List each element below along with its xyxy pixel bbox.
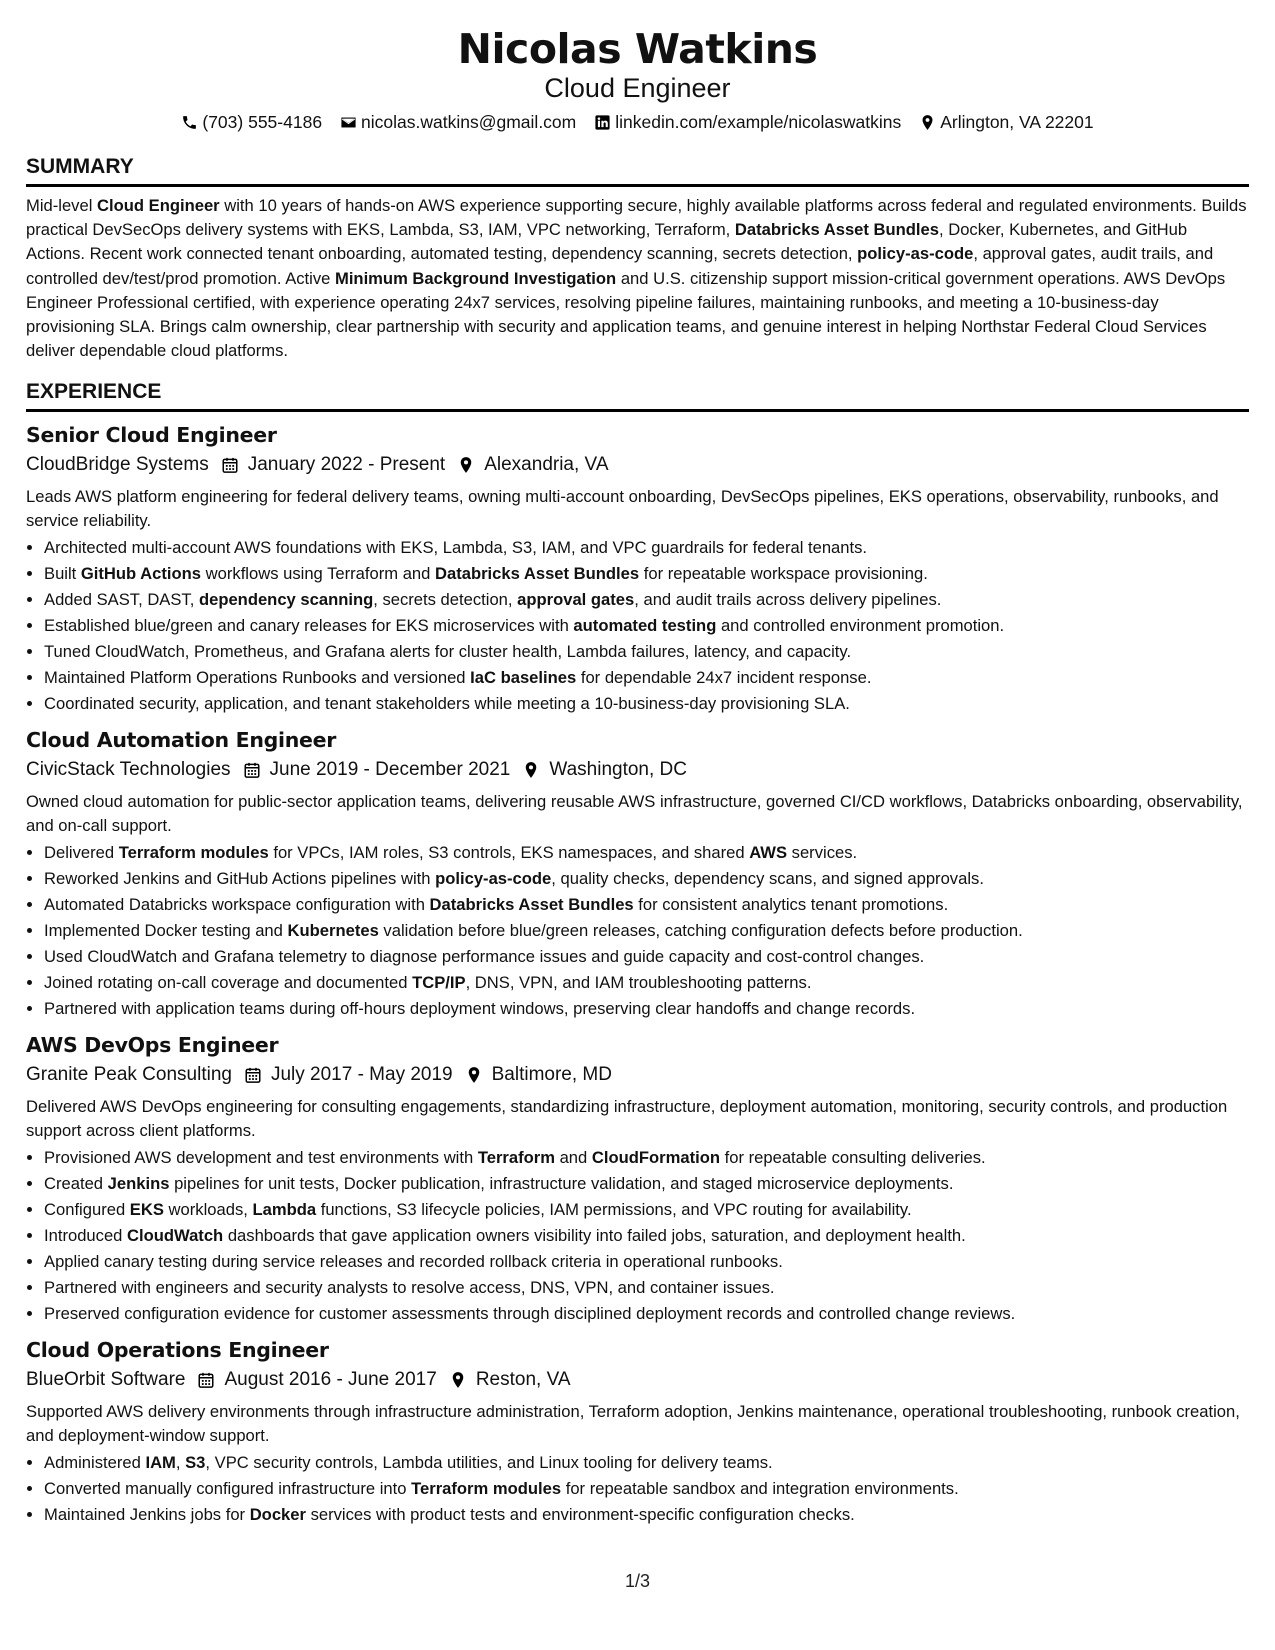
text-run: Configured (44, 1200, 130, 1220)
job-entry (26, 1030, 1249, 1327)
location-text: Arlington, VA 22201 (940, 112, 1094, 132)
bold-keyword: Databricks Asset Bundles (435, 564, 640, 584)
text-run: Established blue/green and canary releases for EKS microservices with (44, 616, 574, 636)
list-item (44, 587, 1249, 613)
candidate-role: Cloud Engineer (544, 73, 731, 103)
text-run: workflows using Terraform and (201, 564, 435, 584)
job-bullets (26, 840, 1249, 1022)
text-run: , VPC security controls, Lambda utilities, and Linux tooling for delivery teams. (205, 1453, 773, 1473)
linkedin-link[interactable]: linkedin.com/example/nicolaswatkins (615, 112, 902, 132)
location-icon-wrap (457, 456, 475, 474)
bold-keyword: Kubernetes (287, 921, 379, 941)
job-bullets (26, 1145, 1249, 1327)
text-run: Implemented Docker testing and (44, 921, 288, 941)
bold-keyword: Databricks Asset Bundles (734, 220, 939, 240)
text-run: Maintained Jenkins jobs for (44, 1505, 250, 1525)
job-bullets (26, 1450, 1249, 1528)
text-run: Tuned CloudWatch, Prometheus, and Grafana alerts for cluster health, Lambda failures, latency, and capacity. (44, 642, 852, 662)
email-link[interactable]: nicolas.watkins@gmail.com (361, 112, 577, 132)
contact-linkedin[interactable] (594, 110, 901, 134)
text-run: for repeatable workspace provisioning. (639, 564, 928, 584)
contact-email[interactable] (340, 110, 576, 134)
bold-keyword: Terraform (477, 1148, 555, 1168)
list-item (44, 1450, 1249, 1476)
calendar-icon-wrap (244, 1066, 262, 1084)
text-run: Created (44, 1174, 108, 1194)
summary-heading: SUMMARY (26, 154, 1249, 187)
text-run: , approval gates, audit trails, and controlled dev/test/prod promotion. Active (26, 244, 1214, 288)
text-run: Automated Databricks workspace configuration with (44, 895, 430, 915)
text-run: workloads, (163, 1200, 253, 1220)
list-item (44, 639, 1249, 665)
bold-keyword: EKS (129, 1200, 164, 1220)
text-run: services. (787, 843, 858, 863)
list-item (44, 892, 1249, 918)
job-dates: August 2016 - June 2017 (224, 1369, 437, 1391)
text-run: services with product tests and environment-specific configuration checks. (305, 1505, 855, 1525)
text-run: Administered (44, 1453, 146, 1473)
list-item (44, 1476, 1249, 1502)
list-item (44, 1223, 1249, 1249)
list-item (44, 1502, 1249, 1528)
text-run: , secrets detection, (373, 590, 518, 610)
job-company: CivicStack Technologies (26, 759, 231, 781)
map-pin-icon (919, 114, 936, 131)
bold-keyword: S3 (185, 1453, 206, 1473)
bold-keyword: IaC baselines (470, 668, 577, 688)
candidate-name: Nicolas Watkins (457, 25, 818, 73)
list-item (44, 996, 1249, 1022)
list-item (44, 1301, 1249, 1327)
list-item (44, 665, 1249, 691)
text-run: for dependable 24x7 incident response. (576, 668, 872, 688)
bold-keyword: IAM (145, 1453, 176, 1473)
map-pin-icon (522, 761, 540, 779)
bold-keyword: approval gates (517, 590, 635, 610)
bold-keyword: Minimum Background Investigation (335, 268, 617, 288)
text-run: Reworked Jenkins and GitHub Actions pipelines with (44, 869, 436, 889)
list-item (44, 1249, 1249, 1275)
job-meta (26, 1365, 1249, 1395)
job-entry (26, 1335, 1249, 1528)
job-location: Baltimore, MD (491, 1064, 612, 1086)
contact-location (919, 110, 1093, 134)
text-run: Coordinated security, application, and tenant stakeholders while meeting a 10-business-day provisioning SLA. (44, 694, 850, 714)
list-item (44, 918, 1249, 944)
list-item (44, 1145, 1249, 1171)
list-item (44, 970, 1249, 996)
text-run: , quality checks, dependency scans, and signed approvals. (551, 869, 984, 889)
job-description: Supported AWS delivery environments through infrastructure administration, Terraform adoption, Jenkins maintenance, operational troubleshooting, runbook creation, and deployment-window support. (26, 1402, 1240, 1446)
job-location: Washington, DC (549, 759, 687, 781)
page-number: 1/3 (624, 1571, 651, 1591)
experience-list (26, 420, 1249, 1528)
text-run: with 10 years of hands-on AWS experience supporting secure, highly available platforms across federal and regulated environments. Builds practical DevSecOps delivery systems with EKS, Lambda, S3, IAM, VPC networking, Terraform, (26, 196, 1247, 240)
list-item (44, 691, 1249, 717)
text-run: Built (44, 564, 81, 584)
map-pin-icon (449, 1371, 467, 1389)
calendar-icon (243, 761, 261, 779)
list-item (44, 944, 1249, 970)
job-location: Reston, VA (475, 1369, 571, 1391)
summary-text (26, 194, 1249, 363)
resume-page (26, 18, 1249, 1528)
job-entry (26, 420, 1249, 717)
bold-keyword: automated testing (573, 616, 717, 636)
text-run: Architected multi-account AWS foundations with EKS, Lambda, S3, IAM, and VPC guardrails for federal tenants. (44, 538, 868, 558)
calendar-icon-wrap (243, 761, 261, 779)
job-description: Owned cloud automation for public-sector application teams, delivering reusable AWS infrastructure, governed CI/CD workflows, Databricks onboarding, observability, and on-call support. (26, 792, 1243, 836)
job-meta (26, 1060, 1249, 1090)
text-run: Partnered with application teams during off-hours deployment windows, preserving clear handoffs and change records. (44, 999, 916, 1019)
calendar-icon (244, 1066, 262, 1084)
job-description: Leads AWS platform engineering for federal delivery teams, owning multi-account onboarding, DevSecOps pipelines, EKS operations, observability, runbooks, and service reliability. (26, 487, 1219, 531)
bold-keyword: Cloud Engineer (97, 196, 220, 215)
bold-keyword: AWS (749, 843, 788, 863)
job-description: Delivered AWS DevOps engineering for consulting engagements, standardizing infrastructure, deployment automation, monitoring, security controls, and production support across client platforms. (26, 1097, 1228, 1141)
job-title: Cloud Automation Engineer (26, 728, 337, 753)
job-location: Alexandria, VA (484, 454, 609, 476)
bold-keyword: policy-as-code (435, 869, 552, 889)
job-meta (26, 755, 1249, 785)
text-run: for repeatable consulting deliveries. (720, 1148, 986, 1168)
bold-keyword: Terraform modules (411, 1479, 562, 1499)
bold-keyword: TCP/IP (412, 973, 466, 993)
text-run: for consistent analytics tenant promotions. (633, 895, 949, 915)
text-run: , DNS, VPN, and IAM troubleshooting patterns. (465, 973, 812, 993)
job-company: BlueOrbit Software (26, 1369, 186, 1391)
job-title: AWS DevOps Engineer (26, 1033, 279, 1058)
map-pin-icon (457, 456, 475, 474)
text-run: pipelines for unit tests, Docker publication, infrastructure validation, and staged microservice deployments. (169, 1174, 954, 1194)
text-run: Introduced (44, 1226, 128, 1246)
bold-keyword: Lambda (252, 1200, 317, 1220)
text-run: Maintained Platform Operations Runbooks and versioned (44, 668, 471, 688)
job-bullets (26, 535, 1249, 717)
bold-keyword: Jenkins (107, 1174, 170, 1194)
text-run: and U.S. citizenship support mission-critical government operations. AWS DevOps Engineer Professional certified, with experience operating 24x7 services, resolving pipeline failures, maintaining runbooks, and meeting a 10-business-day provisioning SLA. Brings calm ownership, clear partnership with security and application teams, and genuine interest in helping Northstar Federal Cloud Services deliver dependable cloud platforms. (26, 268, 1226, 361)
text-run: Joined rotating on-call coverage and documented (44, 973, 413, 993)
job-dates: January 2022 - Present (247, 454, 446, 476)
calendar-icon-wrap (197, 1371, 215, 1389)
bold-keyword: CloudWatch (127, 1226, 224, 1246)
text-run: Applied canary testing during service releases and recorded rollback criteria in operational runbooks. (44, 1252, 783, 1272)
job-dates: June 2019 - December 2021 (269, 759, 511, 781)
resume-header (26, 24, 1249, 134)
text-run: Used CloudWatch and Grafana telemetry to diagnose performance issues and guide capacity and cost-control changes. (44, 947, 925, 967)
job-dates: July 2017 - May 2019 (270, 1064, 453, 1086)
job-meta (26, 450, 1249, 480)
text-run: Provisioned AWS development and test environments with (44, 1148, 478, 1168)
location-icon-wrap (449, 1371, 467, 1389)
job-title: Cloud Operations Engineer (26, 1338, 329, 1363)
bold-keyword: Terraform modules (118, 843, 269, 863)
contact-row (26, 110, 1249, 134)
text-run: Preserved configuration evidence for customer assessments through disciplined deployment records and controlled change reviews. (44, 1304, 1016, 1324)
text-run: Mid-level (26, 196, 98, 215)
text-run: for repeatable sandbox and integration environments. (561, 1479, 959, 1499)
text-run: Partnered with engineers and security analysts to resolve access, DNS, VPN, and container issues. (44, 1278, 775, 1298)
experience-heading: EXPERIENCE (26, 379, 1249, 412)
text-run: , Docker, Kubernetes, and GitHub Actions. Recent work connected tenant onboarding, automated testing, dependency scanning, secrets detection, (26, 220, 1188, 264)
text-run: Converted manually configured infrastructure into (44, 1479, 412, 1499)
bold-keyword: Docker (249, 1505, 306, 1525)
text-run: for VPCs, IAM roles, S3 controls, EKS namespaces, and shared (268, 843, 750, 863)
text-run: Added SAST, DAST, (44, 590, 199, 610)
bold-keyword: Databricks Asset Bundles (429, 895, 634, 915)
bold-keyword: CloudFormation (591, 1148, 721, 1168)
text-run: and (554, 1148, 592, 1168)
job-company: CloudBridge Systems (26, 454, 209, 476)
location-icon-wrap (522, 761, 540, 779)
phone-icon (181, 114, 198, 131)
list-item (44, 535, 1249, 561)
text-run: validation before blue/green releases, catching configuration defects before production. (378, 921, 1023, 941)
calendar-icon (221, 456, 239, 474)
job-entry (26, 725, 1249, 1022)
calendar-icon-wrap (221, 456, 239, 474)
linkedin-icon (594, 114, 611, 131)
text-run: , (175, 1453, 186, 1473)
phone-text: (703) 555-4186 (202, 112, 323, 132)
job-title: Senior Cloud Engineer (26, 423, 277, 448)
text-run: , and audit trails across delivery pipelines. (634, 590, 942, 610)
bold-keyword: dependency scanning (198, 590, 374, 610)
list-item (44, 1197, 1249, 1223)
text-run: dashboards that gave application owners visibility into failed jobs, saturation, and deployment health. (223, 1226, 966, 1246)
job-company: Granite Peak Consulting (26, 1064, 232, 1086)
list-item (44, 1171, 1249, 1197)
bold-keyword: GitHub Actions (80, 564, 202, 584)
list-item (44, 866, 1249, 892)
location-icon-wrap (465, 1066, 483, 1084)
text-run: Delivered (44, 843, 119, 863)
text-run: functions, S3 lifecycle policies, IAM permissions, and VPC routing for availability. (316, 1200, 912, 1220)
list-item (44, 1275, 1249, 1301)
map-pin-icon (465, 1066, 483, 1084)
list-item (44, 613, 1249, 639)
envelope-icon (340, 114, 357, 131)
list-item (44, 840, 1249, 866)
contact-phone (181, 110, 322, 134)
bold-keyword: policy-as-code (857, 244, 974, 264)
calendar-icon (197, 1371, 215, 1389)
text-run: and controlled environment promotion. (716, 616, 1005, 636)
list-item (44, 561, 1249, 587)
